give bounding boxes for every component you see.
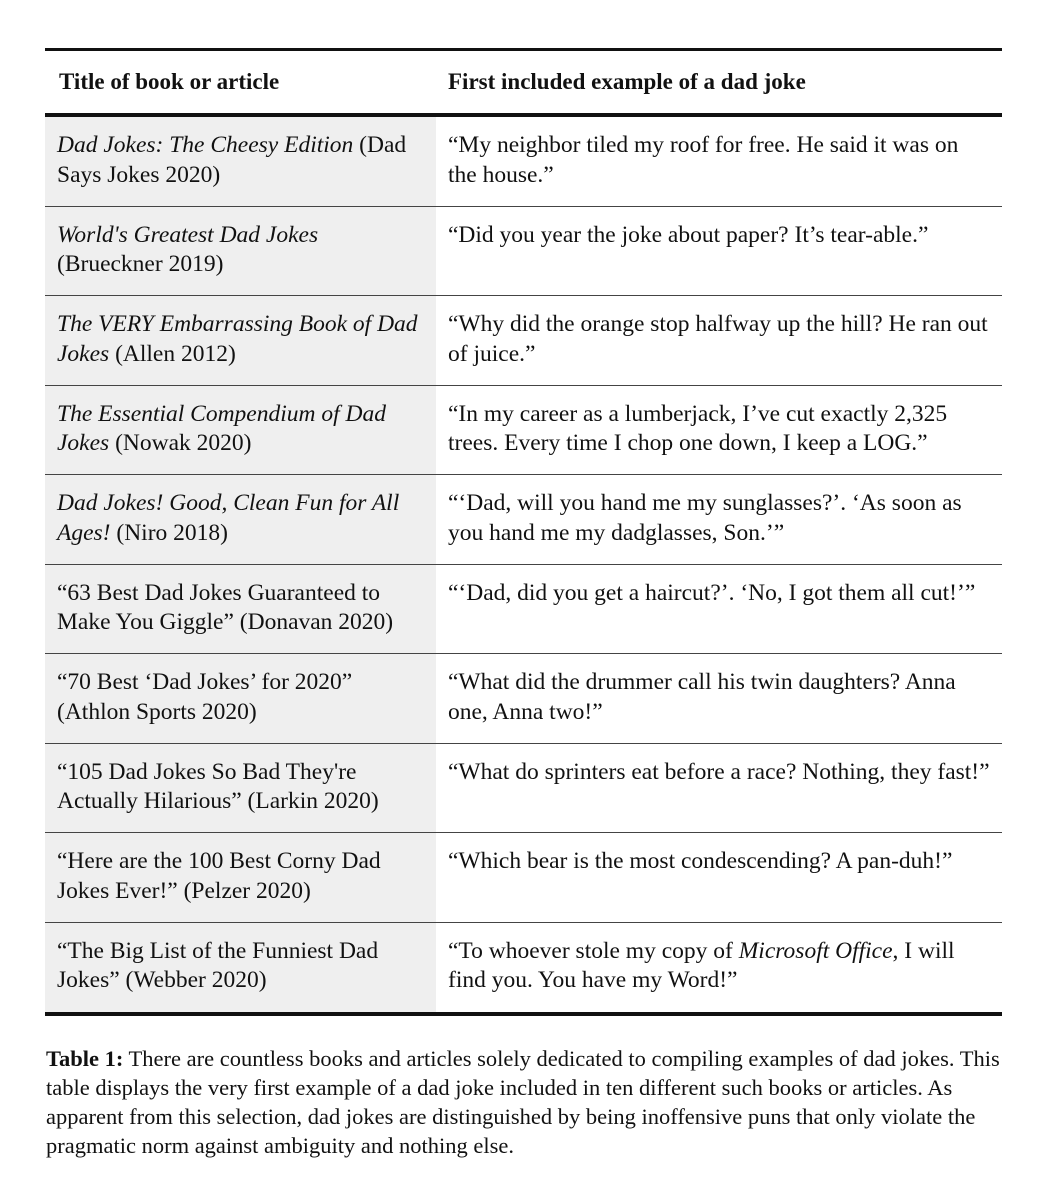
table-row: [45, 744, 1002, 834]
joke-cell: “‘Dad, will you hand me my sunglasses?’. ‘As soon as you hand me my dadglasses, Son.’”: [448, 490, 962, 546]
table-row: [45, 207, 1002, 297]
joke-cell: “What did the drummer call his twin daughters? Anna one, Anna two!”: [448, 669, 956, 725]
title-cell: [45, 207, 436, 296]
joke-text-end: , I will find you. You have my Word!”: [448, 937, 955, 993]
joke-cell: “In my career as a lumberjack, I’ve cut exactly 2,325 trees. Every time I chop one down, I keep a LOG.”: [448, 400, 948, 456]
table-row: [45, 117, 1002, 207]
joke-cell: “My neighbor tiled my roof for free. He said it was on the house.”: [448, 132, 959, 188]
header-title-column: Title of book or article: [59, 69, 280, 94]
title-italic: Dad Jokes: The Cheesy Edition: [57, 132, 354, 158]
title-italic: The Essential Compendium of Dad Jokes: [57, 400, 386, 456]
table-row: [45, 654, 1002, 744]
table-row: [45, 833, 1002, 923]
title-cell: “Here are the 100 Best Corny Dad Jokes Ever!” (Pelzer 2020): [45, 833, 436, 922]
title-cell: “63 Best Dad Jokes Guaranteed to Make You Giggle” (Donavan 2020): [45, 565, 436, 654]
title-cell: [45, 117, 436, 206]
joke-cell: “Why did the orange stop halfway up the hill? He ran out of juice.”: [448, 311, 988, 367]
title-citation: (Nowak 2020): [115, 430, 252, 456]
table-row: [45, 475, 1002, 565]
table-bottom-rule: [45, 1012, 1002, 1016]
joke-cell: “Did you year the joke about paper? It’s tear-able.”: [448, 221, 929, 248]
title-citation: (Dad Says Jokes 2020): [57, 132, 407, 188]
caption-label: Table 1:: [46, 1046, 124, 1071]
table-row: [45, 386, 1002, 476]
table-caption: [46, 1044, 1006, 1160]
table-row: [45, 296, 1002, 386]
joke-cell: [436, 923, 1002, 1013]
title-cell: “105 Dad Jokes So Bad They're Actually Hilarious” (Larkin 2020): [45, 744, 436, 833]
title-citation: (Niro 2018): [116, 519, 228, 546]
table-body: [45, 117, 1002, 1012]
dad-jokes-table: [45, 48, 1002, 1016]
table-header-row: [45, 51, 1002, 113]
header-joke-column: First included example of a dad joke: [448, 69, 806, 94]
title-cell: “The Big List of the Funniest Dad Jokes” (Webber 2020): [45, 923, 436, 1013]
title-cell: [45, 386, 436, 475]
title-italic: Dad Jokes! Good, Clean Fun for All Ages!: [57, 490, 400, 546]
joke-text-start: “To whoever stole my copy of: [448, 937, 739, 964]
title-citation: (Brueckner 2019): [57, 251, 224, 277]
joke-cell: “What do sprinters eat before a race? Nothing, they fast!”: [448, 758, 990, 785]
title-italic: World's Greatest Dad Jokes: [57, 221, 319, 248]
joke-italic-title: Microsoft Office: [738, 937, 893, 964]
title-cell: [45, 296, 436, 385]
title-citation: (Allen 2012): [115, 340, 236, 367]
joke-cell: “Which bear is the most condescending? A pan-duh!”: [448, 848, 953, 874]
joke-cell: “‘Dad, did you get a haircut?’. ‘No, I got them all cut!’”: [448, 579, 976, 606]
caption-text: There are countless books and articles solely dedicated to compiling examples of dad jokes. This table displays the very first example of a dad joke included in ten different such books or articles. As apparent from this selection, dad jokes are distinguished by being inoffensive puns that only violate the pragmatic norm against ambiguity and nothing else.: [46, 1046, 1000, 1158]
table-row: [45, 565, 1002, 655]
title-italic: The VERY Embarrassing Book of Dad Jokes: [57, 311, 418, 367]
table-row: [45, 923, 1002, 1013]
title-cell: “70 Best ‘Dad Jokes’ for 2020” (Athlon Sports 2020): [45, 654, 436, 743]
title-cell: [45, 475, 436, 564]
